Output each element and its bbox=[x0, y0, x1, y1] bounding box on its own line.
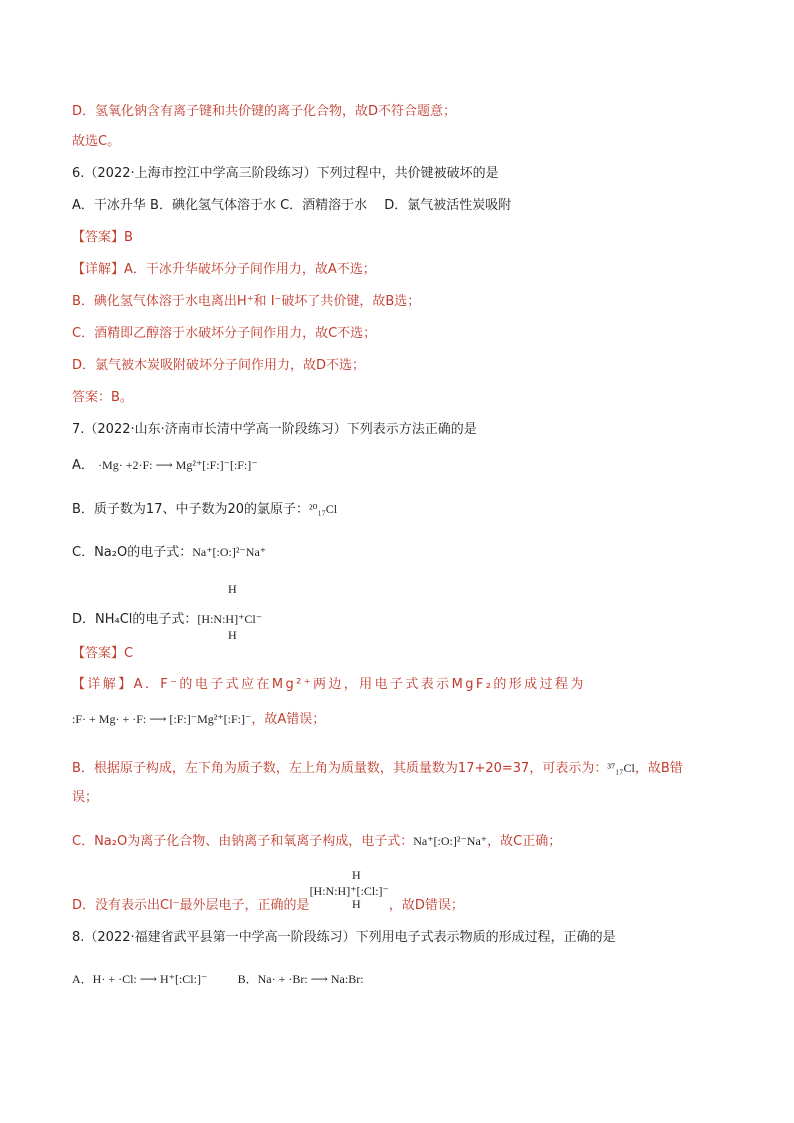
prev-choose: 故选C。 bbox=[72, 134, 121, 149]
q7-b-text: B．质子数为17、中子数为20的氯原子： bbox=[72, 502, 310, 517]
q7-det-a-end: ，故A错误； bbox=[251, 712, 326, 727]
q7-det-b-end: ，故B错 bbox=[634, 761, 683, 776]
q7-det-d-h-top: H bbox=[352, 868, 361, 882]
q7-detail-b-cont: 误； bbox=[72, 790, 99, 805]
q7-c-formula: Na⁺[:O:]²⁻Na⁺ bbox=[192, 545, 267, 559]
q7-det-d-end: ，故D错误； bbox=[388, 898, 464, 913]
q7-option-a bbox=[72, 456, 258, 475]
q7-det-c-end: ，故C正确； bbox=[487, 834, 562, 849]
q7-det-a-formula: :F· + Mg· + ·F: ⟶ [:F:]⁻Mg²⁺[:F:]⁻ bbox=[72, 712, 252, 726]
q7-det-c-formula: Na⁺[:O:]²⁻Na⁺ bbox=[413, 834, 488, 848]
q6-options: A．干冰升华 B．碘化氢气体溶于水 C．酒精溶于水 D．氯气被活性炭吸附 bbox=[72, 198, 512, 213]
q7-d-h-top: H bbox=[228, 582, 237, 596]
q7-option-b bbox=[72, 500, 337, 519]
q7-det-b-isotope: ³⁷₁₇Cl bbox=[607, 761, 635, 775]
q6-detail-a: 【详解】A．干冰升华破坏分子间作用力，故A不选； bbox=[72, 262, 376, 277]
q6-detail-b: B．碘化氢气体溶于水电离出H⁺和 I⁻破坏了共价键，故B选； bbox=[72, 294, 421, 309]
q7-detail-a-formula-line bbox=[72, 710, 325, 729]
q8-options bbox=[72, 970, 364, 989]
q7-option-c bbox=[72, 543, 266, 562]
q7-det-d-h-bottom: H bbox=[352, 897, 361, 911]
q8-option-a: A．H· + ·Cl: ⟶ H⁺[:Cl:]⁻ bbox=[72, 972, 208, 986]
q7-d-text: D．NH₄Cl的电子式： bbox=[72, 612, 198, 627]
q7-stem: 7.（2022·山东·济南市长清中学高一阶段练习）下列表示方法正确的是 bbox=[72, 422, 477, 437]
q6-final: 答案：B。 bbox=[72, 390, 133, 405]
q8-option-b: B．Na· + ·Br: ⟶ Na:Br: bbox=[237, 972, 364, 986]
q6-answer: 【答案】B bbox=[72, 230, 133, 245]
q7-det-d-formula: [H:N:H]⁺[:Cl:]⁻ bbox=[309, 884, 389, 898]
q7-detail-d bbox=[72, 884, 464, 915]
q7-d-h-bottom: H bbox=[228, 628, 237, 642]
prev-option-d: D．氢氧化钠含有离子键和共价键的离子化合物，故D不符合题意； bbox=[72, 104, 457, 119]
q7-b-isotope: ²⁰₁₇Cl bbox=[309, 502, 338, 516]
q7-a-formula: ·Mg· +2·F: ⟶ Mg²⁺[:F:]⁻[:F:]⁻ bbox=[98, 458, 258, 472]
q7-det-b-text: B．根据原子构成，左下角为质子数，左上角为质量数，其质量数为17+20=37，可表示为： bbox=[72, 761, 608, 776]
q7-detail-b bbox=[72, 759, 683, 778]
q7-detail-c bbox=[72, 832, 561, 851]
q8-stem: 8.（2022·福建省武平县第一中学高一阶段练习）下列用电子式表示物质的形成过程，正确的是 bbox=[72, 930, 616, 945]
q7-d-formula: [H:N:H]⁺Cl⁻ bbox=[197, 612, 263, 626]
q7-det-c-text: C．Na₂O为离子化合物、由钠离子和氧离子构成，电子式： bbox=[72, 834, 414, 849]
q7-det-d-text: D．没有表示出Cl⁻最外层电子，正确的是 bbox=[72, 898, 310, 913]
q6-detail-d: D．氯气被木炭吸附破坏分子间作用力，故D不选； bbox=[72, 358, 366, 373]
q7-detail-a: 【详解】A．F⁻的电子式应在Mg²⁺两边，用电子式表示MgF₂的形成过程为 bbox=[72, 677, 586, 692]
q7-answer: 【答案】C bbox=[72, 646, 134, 661]
q6-stem: 6.（2022·上海市控江中学高三阶段练习）下列过程中，共价键被破坏的是 bbox=[72, 166, 499, 181]
q7-c-text: C．Na₂O的电子式： bbox=[72, 545, 193, 560]
q6-detail-c: C．酒精即乙醇溶于水破坏分子间作用力，故C不选； bbox=[72, 326, 377, 341]
q7-a-label: A． bbox=[72, 458, 94, 473]
